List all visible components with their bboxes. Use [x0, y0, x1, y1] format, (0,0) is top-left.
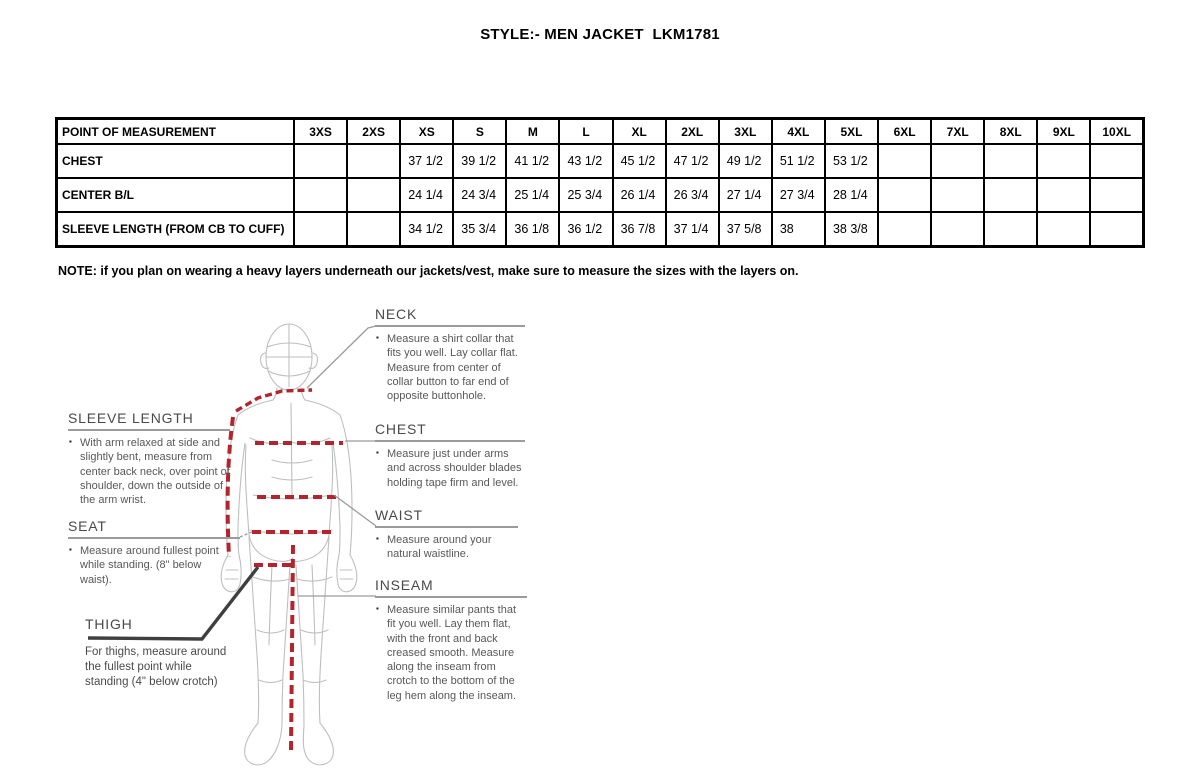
size-value-cell	[1037, 212, 1090, 247]
column-header-size: 8XL	[984, 119, 1037, 145]
waist-section	[375, 507, 518, 562]
size-value-cell: 37 1/2	[400, 144, 453, 178]
size-value-cell	[931, 178, 984, 212]
size-value-cell: 41 1/2	[506, 144, 559, 178]
column-header-size: M	[506, 119, 559, 145]
size-value-cell: 25 1/4	[506, 178, 559, 212]
seat-leader-line	[240, 531, 254, 537]
column-header-size: 7XL	[931, 119, 984, 145]
size-value-cell	[878, 178, 931, 212]
row-label: CENTER B/L	[57, 178, 295, 212]
size-value-cell: 27 1/4	[719, 178, 772, 212]
sleeve-length-description: ▪ With arm relaxed at side and slightly bent, measure from center back neck, over point of shoulder, down the outside of the arm wrist.	[69, 437, 230, 507]
size-value-cell: 34 1/2	[400, 212, 453, 247]
size-value-cell: 43 1/2	[559, 144, 612, 178]
size-value-cell: 36 1/2	[559, 212, 612, 247]
size-table-head-row	[57, 119, 1144, 145]
size-value-cell: 27 3/4	[772, 178, 825, 212]
column-header-size: 2XL	[666, 119, 719, 145]
column-header-size: 10XL	[1090, 119, 1143, 145]
waist-description: ▪ Measure around your natural waistline.	[376, 534, 492, 561]
inseam-heading: INSEAM	[375, 577, 527, 598]
inseam-section	[375, 577, 527, 703]
size-chart-table	[55, 117, 1145, 248]
size-value-cell	[984, 144, 1037, 178]
chest-section	[375, 421, 525, 490]
size-value-cell	[931, 212, 984, 247]
thigh-section	[85, 616, 233, 690]
size-value-cell: 24 3/4	[453, 178, 506, 212]
seat-description: ▪ Measure around fullest point while standing. (8" below waist).	[69, 545, 219, 586]
size-value-cell	[1090, 212, 1143, 247]
size-table-body	[57, 144, 1144, 247]
size-value-cell: 36 7/8	[613, 212, 666, 247]
sleeve-length-section	[68, 410, 230, 507]
thigh-description: For thighs, measure around the fullest point while standing (4" below crotch)	[85, 646, 227, 688]
bullet-icon: ▪	[376, 604, 379, 613]
chest-heading: CHEST	[375, 421, 525, 442]
bullet-icon: ▪	[376, 448, 379, 457]
column-header-size: 2XS	[347, 119, 400, 145]
waist-heading: WAIST	[375, 507, 518, 528]
bullet-icon: ▪	[69, 437, 72, 446]
column-header-size: 9XL	[1037, 119, 1090, 145]
chest-description: ▪ Measure just under arms and across shoulder blades holding tape firm and level.	[376, 448, 522, 489]
row-label: SLEEVE LENGTH (FROM CB TO CUFF)	[57, 212, 295, 247]
size-value-cell: 35 3/4	[453, 212, 506, 247]
bullet-icon: ▪	[376, 333, 379, 342]
size-value-cell	[1090, 144, 1143, 178]
neck-section	[375, 306, 525, 403]
column-header-size: 5XL	[825, 119, 878, 145]
size-value-cell: 47 1/2	[666, 144, 719, 178]
neck-heading: NECK	[375, 306, 525, 327]
neck-description: ▪ Measure a shirt collar that fits you well. Lay collar flat. Measure from center of collar button to far end of opposite buttonhole.	[376, 333, 518, 403]
size-value-cell	[294, 178, 347, 212]
size-value-cell: 37 1/4	[666, 212, 719, 247]
size-value-cell: 51 1/2	[772, 144, 825, 178]
thigh-heading: THIGH	[85, 616, 133, 632]
bullet-icon: ▪	[69, 545, 72, 554]
column-header-size: 3XL	[719, 119, 772, 145]
size-value-cell	[294, 144, 347, 178]
size-value-cell: 36 1/8	[506, 212, 559, 247]
column-header-size: 3XS	[294, 119, 347, 145]
size-value-cell: 28 1/4	[825, 178, 878, 212]
size-value-cell: 24 1/4	[400, 178, 453, 212]
table-row	[57, 212, 1144, 247]
column-header-size: 6XL	[878, 119, 931, 145]
size-value-cell	[294, 212, 347, 247]
inseam-measure-line	[291, 545, 293, 750]
size-value-cell	[984, 212, 1037, 247]
size-value-cell: 26 3/4	[666, 178, 719, 212]
column-header-size: L	[559, 119, 612, 145]
size-value-cell	[1037, 178, 1090, 212]
layers-note: NOTE: if you plan on wearing a heavy layers underneath our jackets/vest, make sure to measure the sizes with the layers on.	[58, 264, 799, 278]
size-value-cell	[878, 144, 931, 178]
size-value-cell	[1090, 178, 1143, 212]
size-value-cell: 39 1/2	[453, 144, 506, 178]
size-value-cell: 53 1/2	[825, 144, 878, 178]
size-value-cell: 25 3/4	[559, 178, 612, 212]
seat-heading: SEAT	[68, 518, 240, 539]
bullet-icon: ▪	[376, 534, 379, 543]
size-value-cell	[984, 178, 1037, 212]
column-header-point-of-measurement: POINT OF MEASUREMENT	[57, 119, 295, 145]
table-row	[57, 178, 1144, 212]
size-value-cell: 38 3/8	[825, 212, 878, 247]
sleeve-length-heading: SLEEVE LENGTH	[68, 410, 230, 431]
size-value-cell: 26 1/4	[613, 178, 666, 212]
row-label: CHEST	[57, 144, 295, 178]
size-value-cell: 38	[772, 212, 825, 247]
size-value-cell: 37 5/8	[719, 212, 772, 247]
neck-measure-line	[236, 390, 312, 411]
size-value-cell: 45 1/2	[613, 144, 666, 178]
size-value-cell	[347, 212, 400, 247]
seat-section	[68, 518, 240, 587]
column-header-size: XS	[400, 119, 453, 145]
column-header-size: 4XL	[772, 119, 825, 145]
size-value-cell	[347, 178, 400, 212]
table-row	[57, 144, 1144, 178]
size-value-cell	[931, 144, 984, 178]
column-header-size: S	[453, 119, 506, 145]
column-header-size: XL	[613, 119, 666, 145]
size-value-cell	[878, 212, 931, 247]
page-title: STYLE:- MEN JACKET LKM1781	[480, 26, 720, 43]
size-value-cell	[1037, 144, 1090, 178]
inseam-description: ▪ Measure similar pants that fit you well. Lay them flat, with the front and back creased smooth. Measure along the inseam from crotch to the bottom of the leg hem along the inseam.	[376, 604, 517, 702]
size-value-cell	[347, 144, 400, 178]
size-value-cell: 49 1/2	[719, 144, 772, 178]
